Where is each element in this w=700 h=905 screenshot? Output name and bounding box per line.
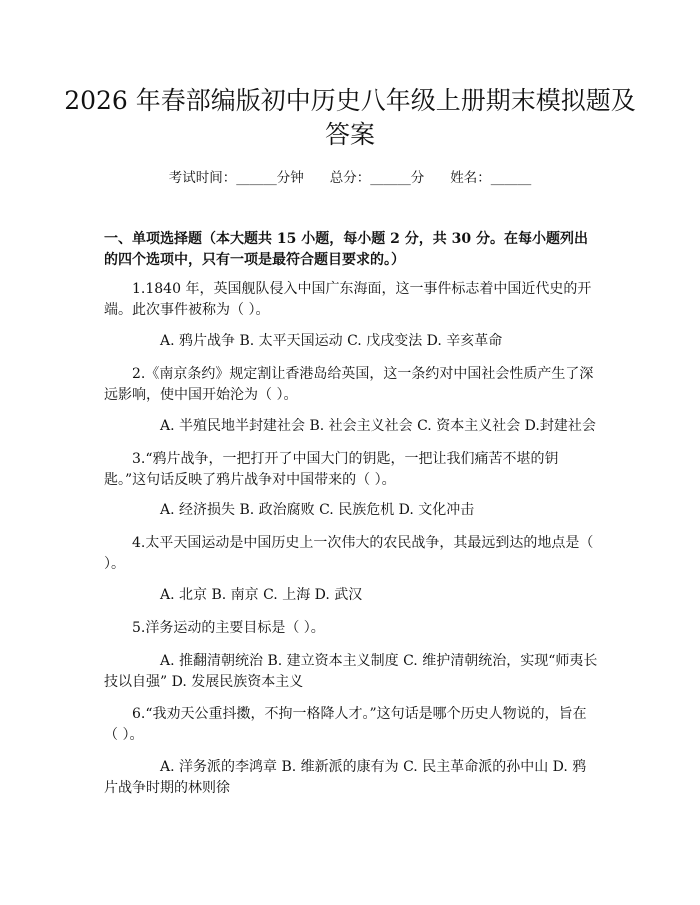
question-1 — [104, 279, 600, 321]
question-text: 《南京条约》规定割让香港岛给英国，这一条约对中国社会性质产生了深远影响，使中国开始沦为（ ）。 — [104, 366, 594, 403]
time-blank: ______ — [236, 170, 277, 186]
score-label: 总分： — [329, 170, 371, 186]
question-number: 4. — [132, 535, 146, 551]
question-6 — [104, 704, 600, 746]
exam-info-line — [0, 169, 700, 187]
section-heading: 一、单项选择题（本大题共 15 小题，每小题 2 分，共 30 分。在每小题列出的四个选项中，只有一项是最符合题目要求的。） — [104, 231, 588, 268]
name-blank: ______ — [490, 170, 532, 186]
question-3-options: A. 经济损失 B. 政治腐败 C. 民族危机 D. 文化冲击 — [160, 502, 475, 518]
question-3 — [104, 449, 600, 491]
question-4 — [104, 533, 600, 575]
question-number: 5. — [132, 620, 146, 636]
question-2-options: A. 半殖民地半封建社会 B. 社会主义社会 C. 资本主义社会 D.封建社会 — [160, 418, 596, 434]
name-label: 姓名： — [450, 170, 491, 186]
document-title: 2026 年春部编版初中历史八年级上册期末模拟题及答案 — [64, 86, 636, 149]
question-1-options: A. 鸦片战争 B. 太平天国运动 C. 戊戌变法 D. 辛亥革命 — [160, 333, 503, 349]
score-unit: 分 — [410, 170, 425, 186]
score-blank: ______ — [370, 170, 411, 186]
question-text: “鸦片战争，一把打开了中国大门的钥匙，一把让我们痛苦不堪的钥匙。”这句话反映了鸦片战争对中国带来的（ ）。 — [104, 451, 559, 488]
question-6-options: A. 洋务派的李鸿章 B. 维新派的康有为 C. 民主革命派的孙中山 D. 鸦片战争时期的林则徐 — [104, 759, 587, 796]
question-text: 洋务运动的主要目标是（ ）。 — [145, 620, 325, 636]
question-number: 6. — [132, 706, 146, 722]
question-4-options: A. 北京 B. 南京 C. 上海 D. 武汉 — [160, 587, 363, 603]
time-unit: 分钟 — [276, 170, 304, 186]
question-number: 3. — [132, 451, 146, 467]
time-label: 考试时间： — [168, 170, 237, 186]
question-number: 2. — [132, 366, 146, 382]
question-text: 太平天国运动是中国历史上一次伟大的农民战争，其最远到达的地点是（ ）。 — [104, 535, 594, 572]
question-5-options: A. 推翻清朝统治 B. 建立资本主义制度 C. 维护清朝统治，实现“师夷长技以自强” D. 发展民族资本主义 — [104, 653, 598, 690]
question-number: 1. — [132, 281, 146, 297]
question-5 — [104, 618, 600, 639]
question-text: “我劝天公重抖擞，不拘一格降人才。”这句话是哪个历史人物说的，旨在（ ）。 — [104, 706, 587, 743]
question-2 — [104, 364, 600, 406]
question-text: 1840 年，英国舰队侵入中国广东海面，这一事件标志着中国近代史的开端。此次事件被称为（ ）。 — [104, 281, 592, 318]
